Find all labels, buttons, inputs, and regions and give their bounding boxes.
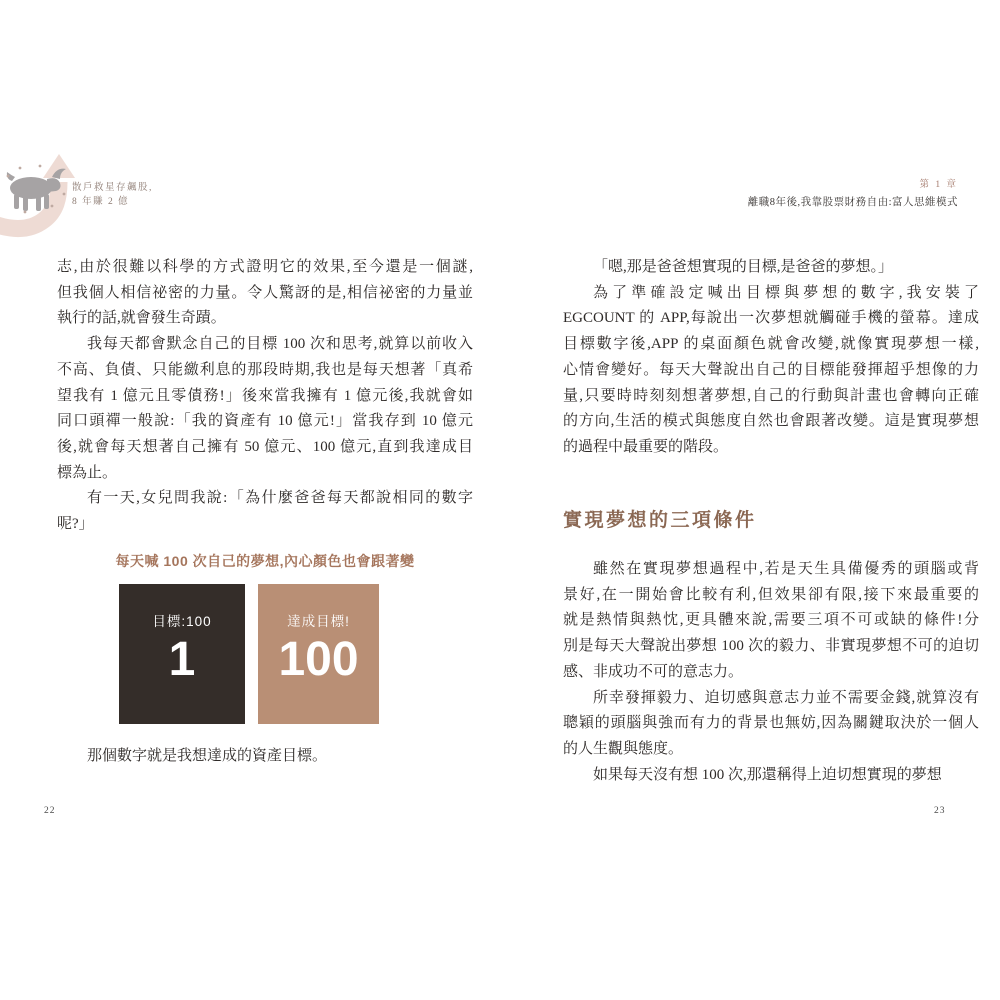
text-line: 心情會變好。每天大聲說出自己的目標能發揮超乎想像的力 bbox=[563, 361, 979, 378]
chapter-label: 第 1 章 bbox=[919, 180, 958, 190]
goal-box-label: 目標:100 bbox=[152, 614, 212, 629]
paragraph bbox=[563, 763, 979, 789]
paragraph bbox=[563, 557, 979, 686]
text-line: 就是熱情與熱忱,更具體來說,需要三項不可或缺的條件!分 bbox=[563, 612, 979, 629]
text-line: 景好,在一開始會比較有利,但效果卻有限,接下來最重要的 bbox=[563, 586, 979, 603]
section-heading: 實現夢想的三項條件 bbox=[563, 510, 757, 531]
left-page-closing-text bbox=[57, 744, 473, 770]
right-page-body-text-lower bbox=[563, 557, 979, 788]
chapter-title: 離職8年後,我靠股票財務自由:富人思維模式 bbox=[747, 197, 958, 208]
goal-box bbox=[119, 584, 245, 724]
text-line: 的過程中最重要的階段。 bbox=[563, 438, 729, 455]
book-title-line2: 8 年賺 2 億 bbox=[72, 197, 130, 207]
text-line: 聰穎的頭腦與強而有力的背景也無妨,因為關鍵取決於一個人 bbox=[563, 715, 979, 732]
page-number-left: 22 bbox=[44, 806, 56, 816]
text-line: 望我有 1 億元且零債務!」後來當我擁有 1 億元後,我就會如 bbox=[57, 387, 473, 404]
text-line: 量,只要時時刻刻想著夢想,自己的行動與計畫也會轉向正確 bbox=[563, 387, 979, 404]
text-line: 如果每天沒有想 100 次,那還稱得上迫切想實現的夢想 bbox=[593, 766, 942, 783]
running-header-chapter bbox=[748, 176, 958, 209]
figure-boxes bbox=[119, 584, 379, 724]
achieved-box bbox=[258, 584, 379, 724]
paragraph bbox=[57, 486, 473, 537]
text-line: 目標數字後,APP 的桌面顏色就會改變,就像實現夢想一樣, bbox=[563, 336, 979, 353]
text-line: 感、非成功不可的意志力。 bbox=[563, 663, 744, 680]
left-page-body-text bbox=[57, 255, 473, 538]
figure-caption: 每天喊 100 次自己的夢想,內心顏色也會跟著變 bbox=[115, 553, 415, 569]
text-line: 「嗯,那是爸爸想實現的目標,是爸爸的夢想。」 bbox=[593, 259, 894, 275]
text-line: EGCOUNT 的 APP,每說出一次夢想就觸碰手機的螢幕。達成 bbox=[563, 310, 979, 327]
paragraph bbox=[563, 281, 979, 461]
running-header-book-title bbox=[72, 181, 153, 209]
achieved-box-value: 100 bbox=[278, 633, 359, 686]
text-line: 有一天,女兒問我說:「為什麼爸爸每天都說相同的數字 bbox=[87, 490, 473, 507]
paragraph bbox=[57, 255, 473, 332]
text-line: 那個數字就是我想達成的資產目標。 bbox=[87, 748, 328, 764]
text-line: 別是每天大聲說出夢想 100 次的毅力、非實現夢想不可的迫切 bbox=[563, 638, 979, 655]
text-line: 的人生觀與態度。 bbox=[563, 740, 684, 757]
text-line: 我每天都會默念自己的目標 100 次和思考,就算以前收入 bbox=[87, 336, 473, 353]
paragraph bbox=[563, 686, 979, 763]
text-line: 所幸發揮毅力、迫切感與意志力並不需要金錢,就算沒有 bbox=[593, 689, 979, 706]
text-line: 不高、負債、只能繳利息的那段時期,我也是每天想著「真希 bbox=[57, 361, 473, 378]
text-line: 雖然在實現夢想過程中,若是天生具備優秀的頭腦或背 bbox=[593, 561, 979, 577]
text-line: 但我個人相信祕密的力量。令人驚訝的是,相信祕密的力量並 bbox=[57, 284, 473, 301]
book-title-line1: 散戶救星存飆股, bbox=[72, 183, 153, 193]
text-line: 呢?」 bbox=[57, 516, 94, 533]
text-line: 志,由於很難以科學的方式證明它的效果,至今還是一個謎, bbox=[57, 259, 473, 275]
paragraph bbox=[57, 744, 473, 770]
achieved-box-label: 達成目標! bbox=[287, 614, 350, 629]
paragraph bbox=[563, 255, 979, 281]
text-line: 為了準確設定喊出目標與夢想的數字,我安裝了 bbox=[593, 284, 979, 301]
text-line: 同口頭禪一般說:「我的資產有 10 億元!」當我存到 10 億元 bbox=[57, 413, 473, 430]
text-line: 的方向,生活的模式與態度自然也會跟著改變。這是實現夢想 bbox=[563, 413, 979, 430]
text-line: 標為止。 bbox=[57, 464, 118, 481]
text-line: 後,就會每天想著自己擁有 50 億元、100 億元,直到我達成目 bbox=[57, 438, 473, 455]
paragraph bbox=[57, 332, 473, 486]
text-line: 執行的話,就會發生奇蹟。 bbox=[57, 310, 226, 327]
goal-box-value: 1 bbox=[168, 633, 196, 686]
page-number-right: 23 bbox=[934, 806, 946, 816]
right-page-body-text bbox=[563, 255, 979, 461]
